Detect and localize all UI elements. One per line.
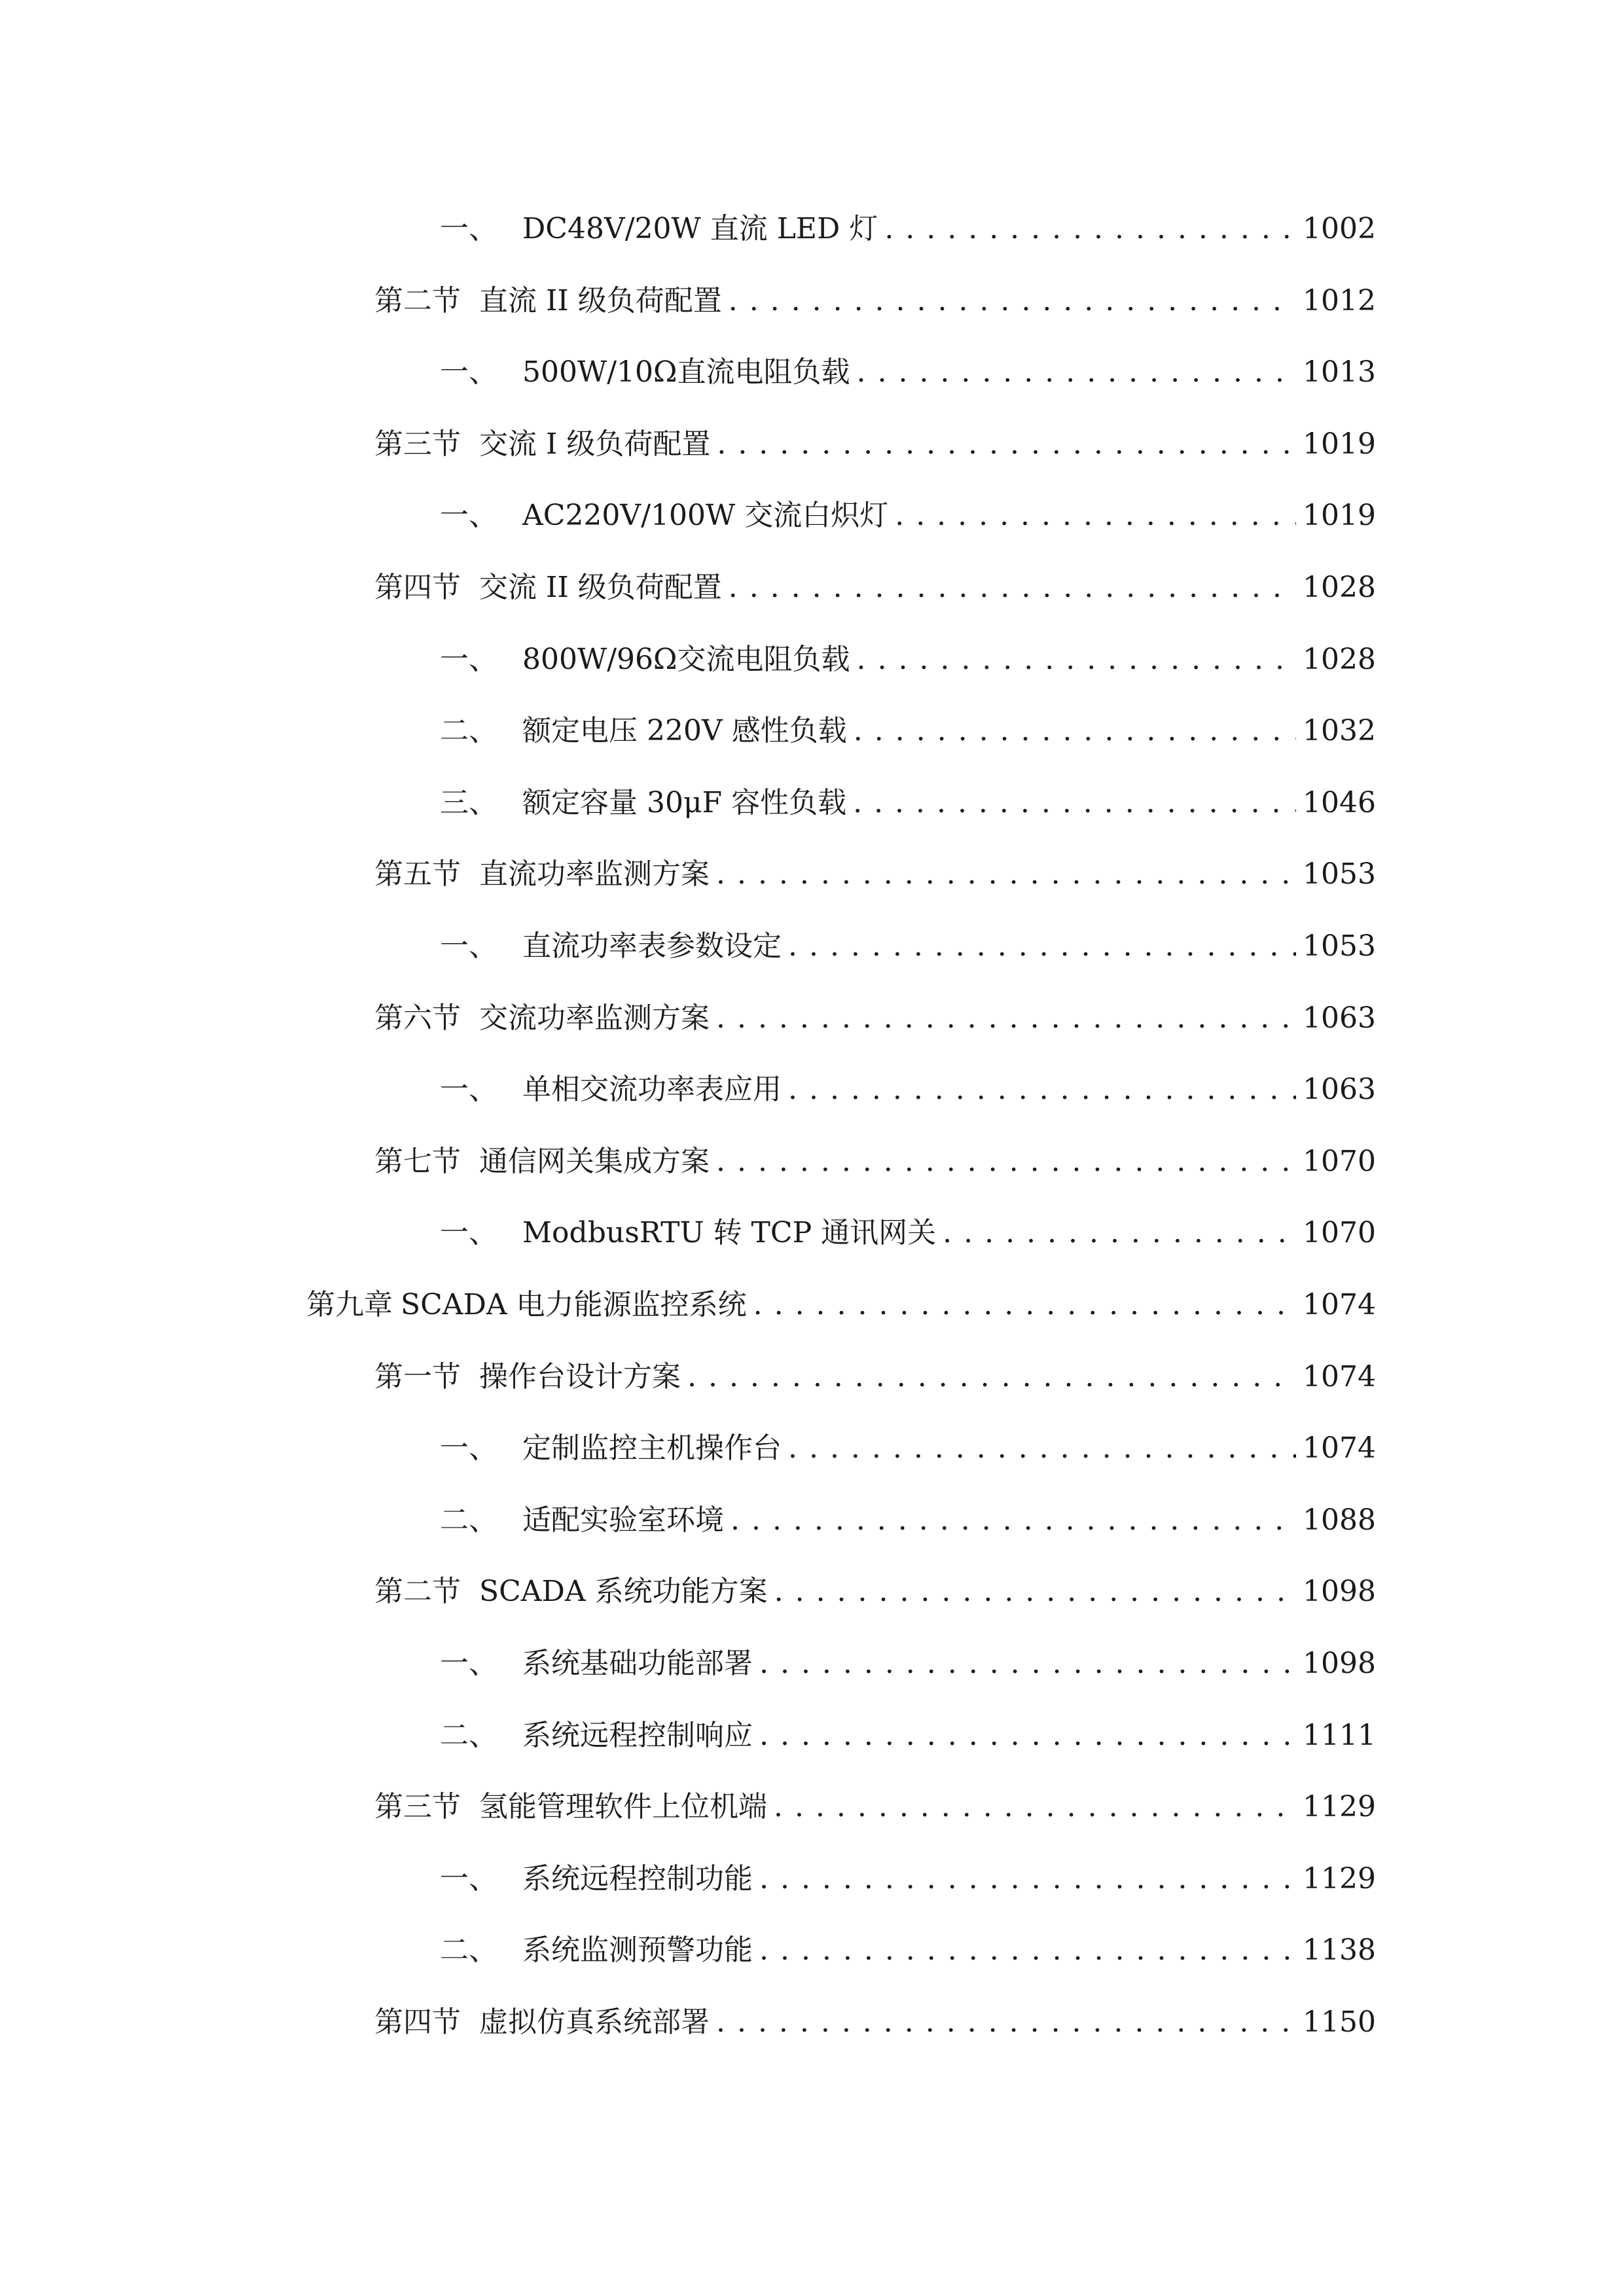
toc-entry-number: 第二节 bbox=[374, 284, 461, 317]
toc-entry-page-number: 1070 bbox=[1303, 1145, 1376, 1178]
toc-entry-number: 一、 bbox=[440, 929, 497, 963]
toc-entry-title: 额定容量 30μF 容性负载 bbox=[522, 786, 847, 819]
toc-dot-leader bbox=[759, 1924, 1296, 1977]
toc-entry[interactable] bbox=[440, 634, 1376, 686]
toc-entry-number: 二、 bbox=[440, 714, 497, 747]
toc-entry-number: 第九章 bbox=[306, 1288, 393, 1321]
toc-entry-page-number: 1138 bbox=[1303, 1933, 1376, 1967]
toc-entry-title: 通信网关集成方案 bbox=[479, 1145, 710, 1178]
toc-dot-leader bbox=[943, 1207, 1296, 1259]
toc-dot-leader bbox=[895, 490, 1296, 542]
toc-dot-leader bbox=[854, 705, 1296, 757]
toc-entry-page-number: 1063 bbox=[1303, 1001, 1376, 1035]
toc-entry-page-number: 1028 bbox=[1303, 643, 1376, 676]
toc-dot-leader bbox=[884, 203, 1296, 255]
toc-entry-number: 第五节 bbox=[374, 857, 461, 891]
toc-entry-page-number: 1129 bbox=[1303, 1862, 1376, 1895]
toc-dot-leader bbox=[716, 848, 1296, 901]
toc-entry[interactable] bbox=[440, 1422, 1376, 1475]
toc-entry-page-number: 1150 bbox=[1303, 2005, 1376, 2039]
toc-entry-page-number: 1074 bbox=[1303, 1288, 1376, 1321]
toc-entry-number: 一、 bbox=[440, 355, 497, 389]
toc-entry-title: AC220V/100W 交流白炽灯 bbox=[522, 499, 889, 532]
toc-entry-title: 氢能管理软件上位机端 bbox=[479, 1790, 767, 1823]
toc-entry-page-number: 1088 bbox=[1303, 1503, 1376, 1537]
toc-dot-leader bbox=[788, 1422, 1296, 1475]
toc-entry-number: 第六节 bbox=[374, 1001, 461, 1035]
toc-dot-leader bbox=[853, 777, 1296, 829]
toc-entry-title: 500W/10Ω直流电阻负载 bbox=[522, 355, 850, 389]
toc-entry[interactable] bbox=[306, 1279, 1376, 1331]
toc-entry-page-number: 1070 bbox=[1303, 1216, 1376, 1249]
toc-entry-number: 二、 bbox=[440, 1503, 497, 1537]
toc-dot-leader bbox=[729, 275, 1296, 327]
toc-entry[interactable] bbox=[440, 1853, 1376, 1905]
toc-entry-page-number: 1013 bbox=[1303, 355, 1376, 389]
toc-entry-page-number: 1074 bbox=[1303, 1360, 1376, 1393]
toc-entry-title: SCADA 系统功能方案 bbox=[479, 1575, 768, 1608]
toc-entry-title: 直流 II 级负荷配置 bbox=[479, 284, 722, 317]
toc-entry-number: 第三节 bbox=[374, 1790, 461, 1823]
toc-entry[interactable] bbox=[374, 1566, 1376, 1618]
toc-entry-page-number: 1019 bbox=[1303, 427, 1376, 461]
toc-entry-title: 操作台设计方案 bbox=[479, 1360, 681, 1393]
toc-entry[interactable] bbox=[440, 1638, 1376, 1690]
toc-dot-leader bbox=[759, 1638, 1296, 1690]
toc-entry-number: 二、 bbox=[440, 1933, 497, 1967]
toc-entry-number: 一、 bbox=[440, 1647, 497, 1680]
toc-dot-leader bbox=[729, 562, 1296, 614]
toc-entry-number: 一、 bbox=[440, 499, 497, 532]
toc-entry-title: 系统远程控制响应 bbox=[522, 1719, 753, 1752]
toc-entry[interactable] bbox=[374, 275, 1376, 327]
toc-entry-title: 交流 I 级负荷配置 bbox=[479, 427, 711, 461]
toc-entry-number: 第四节 bbox=[374, 571, 461, 604]
toc-entry[interactable] bbox=[440, 1924, 1376, 1977]
toc-dot-leader bbox=[753, 1279, 1296, 1331]
toc-entry[interactable] bbox=[440, 203, 1376, 255]
toc-entry-page-number: 1098 bbox=[1303, 1575, 1376, 1608]
toc-entry-page-number: 1012 bbox=[1303, 284, 1376, 317]
toc-dot-leader bbox=[716, 992, 1296, 1045]
toc-dot-leader bbox=[788, 1064, 1296, 1116]
toc-entry-page-number: 1002 bbox=[1303, 212, 1376, 245]
toc-entry-page-number: 1111 bbox=[1303, 1719, 1376, 1752]
toc-dot-leader bbox=[717, 418, 1296, 471]
toc-entry[interactable] bbox=[440, 1710, 1376, 1762]
toc-entry-page-number: 1053 bbox=[1303, 929, 1376, 963]
toc-entry-page-number: 1032 bbox=[1303, 714, 1376, 747]
toc-entry-number: 一、 bbox=[440, 1216, 497, 1249]
toc-entry-page-number: 1019 bbox=[1303, 499, 1376, 532]
toc-dot-leader bbox=[731, 1494, 1296, 1547]
toc-entry[interactable] bbox=[374, 418, 1376, 471]
toc-entry-title: 交流 II 级负荷配置 bbox=[479, 571, 722, 604]
toc-entry[interactable] bbox=[374, 1781, 1376, 1833]
toc-entry-title: 虚拟仿真系统部署 bbox=[479, 2005, 710, 2039]
toc-entry[interactable] bbox=[440, 1494, 1376, 1547]
toc-entry-title: 系统监测预警功能 bbox=[522, 1933, 753, 1967]
toc-entry[interactable] bbox=[440, 705, 1376, 757]
toc-entry-number: 一、 bbox=[440, 1073, 497, 1106]
toc-entry[interactable] bbox=[374, 848, 1376, 901]
toc-dot-leader bbox=[759, 1853, 1296, 1905]
toc-entry-title: 交流功率监测方案 bbox=[479, 1001, 710, 1035]
toc-entry-page-number: 1053 bbox=[1303, 857, 1376, 891]
toc-entry-title: 单相交流功率表应用 bbox=[522, 1073, 782, 1106]
toc-entry-title: DC48V/20W 直流 LED 灯 bbox=[522, 212, 878, 245]
toc-entry-page-number: 1063 bbox=[1303, 1073, 1376, 1106]
toc-entry-title: 直流功率监测方案 bbox=[479, 857, 710, 891]
toc-entry-page-number: 1098 bbox=[1303, 1647, 1376, 1680]
toc-entry-title: 额定电压 220V 感性负载 bbox=[522, 714, 847, 747]
toc-entry-title: ModbusRTU 转 TCP 通讯网关 bbox=[522, 1216, 937, 1249]
toc-entry-page-number: 1074 bbox=[1303, 1431, 1376, 1465]
toc-entry[interactable] bbox=[440, 346, 1376, 399]
toc-entry-page-number: 1028 bbox=[1303, 571, 1376, 604]
toc-entry-number: 一、 bbox=[440, 1431, 497, 1465]
toc-entry-number: 第三节 bbox=[374, 427, 461, 461]
toc-entry-number: 第七节 bbox=[374, 1145, 461, 1178]
toc-dot-leader bbox=[857, 346, 1297, 399]
toc-entry-page-number: 1129 bbox=[1303, 1790, 1376, 1823]
toc-dot-leader bbox=[759, 1710, 1296, 1762]
toc-entry[interactable] bbox=[374, 992, 1376, 1045]
toc-entry[interactable] bbox=[374, 1996, 1376, 2049]
toc-dot-leader bbox=[716, 1136, 1296, 1188]
toc-entry-title: 定制监控主机操作台 bbox=[522, 1431, 782, 1465]
toc-entry-number: 一、 bbox=[440, 643, 497, 676]
toc-entry-number: 一、 bbox=[440, 1862, 497, 1895]
toc-entry-number: 一、 bbox=[440, 212, 497, 245]
toc-entry-title: SCADA 电力能源监控系统 bbox=[401, 1288, 747, 1321]
toc-entry-title: 适配实验室环境 bbox=[522, 1503, 724, 1537]
toc-entry-title: 系统基础功能部署 bbox=[522, 1647, 753, 1680]
toc-dot-leader bbox=[687, 1351, 1296, 1403]
toc-entry-number: 三、 bbox=[440, 786, 497, 819]
toc-entry-number: 第一节 bbox=[374, 1360, 461, 1393]
toc-entry[interactable] bbox=[440, 1207, 1376, 1259]
toc-entry[interactable] bbox=[440, 777, 1376, 829]
toc-entry-title: 直流功率表参数设定 bbox=[522, 929, 782, 963]
toc-entry[interactable] bbox=[440, 1064, 1376, 1116]
toc-dot-leader bbox=[857, 634, 1297, 686]
toc-entry[interactable] bbox=[374, 562, 1376, 614]
toc-entry[interactable] bbox=[374, 1351, 1376, 1403]
toc-entry[interactable] bbox=[440, 490, 1376, 542]
toc-entry-number: 第四节 bbox=[374, 2005, 461, 2039]
toc-dot-leader bbox=[774, 1781, 1296, 1833]
toc-entry-number: 第二节 bbox=[374, 1575, 461, 1608]
toc-entry-number: 二、 bbox=[440, 1719, 497, 1752]
toc-entry-page-number: 1046 bbox=[1303, 786, 1376, 819]
toc-entry[interactable] bbox=[374, 1136, 1376, 1188]
toc-dot-leader bbox=[788, 920, 1296, 973]
toc-entry-title: 800W/96Ω交流电阻负载 bbox=[522, 643, 850, 676]
toc-dot-leader bbox=[774, 1566, 1296, 1618]
toc-entry[interactable] bbox=[440, 920, 1376, 973]
toc-entry-title: 系统远程控制功能 bbox=[522, 1862, 753, 1895]
toc-dot-leader bbox=[716, 1996, 1296, 2049]
